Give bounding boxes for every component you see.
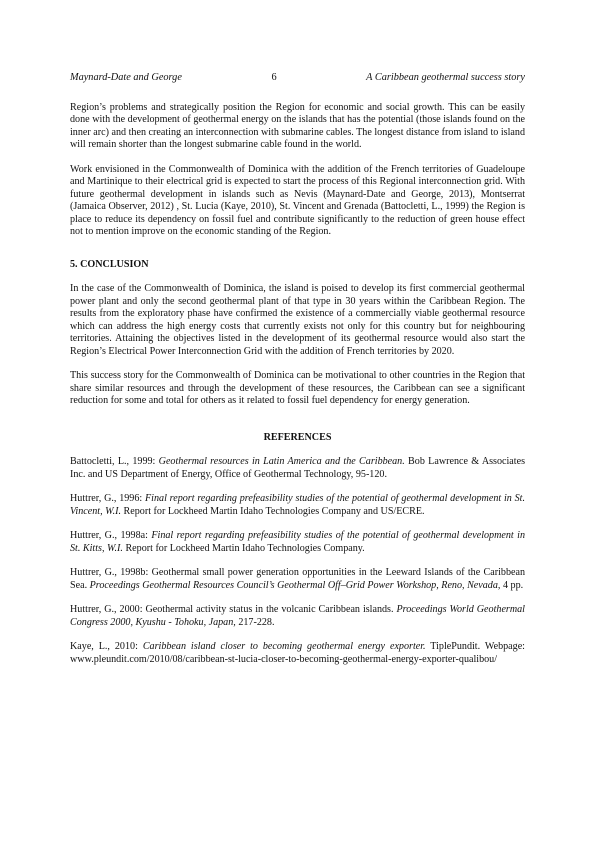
reference-source: TiplePundit. Webpage: www.pleundit.com/2010/08/caribbean-st-lucia-closer-to-becoming-geothermal-energy-exporter-qualibou/ [70, 641, 525, 665]
section-heading-conclusion: 5. CONCLUSION [70, 258, 149, 270]
page-number: 6 [271, 72, 277, 83]
running-header [70, 72, 525, 85]
reference-source: 217-228. [235, 616, 275, 628]
reference-source: Report for Lockheed Martin Idaho Technologies Company and US/ECRE. [121, 505, 425, 517]
reference-authors: Kaye, L., 2010: [70, 641, 143, 652]
reference-title: Final report regarding prefeasibility studies of the potential of geothermal development in St. Kitts, W.I. [70, 530, 525, 554]
references-heading: REFERENCES [263, 431, 332, 443]
header-title: A Caribbean geothermal success story [366, 72, 525, 83]
reference-authors: Huttrer, G., 1996: [70, 493, 145, 504]
conclusion-paragraph: In the case of the Commonwealth of Dominica, the island is poised to develop its first commercial geothermal power plant and only the second geothermal plant of that type in 30 years within the Caribbean Region. The results from the exploratory phase have confirmed the existence of a commercially viable geothermal resource which can address the high energy costs that currently exists not only for this country but for neighbouring territories. Attaining the objectives listed in the development of its geothermal resource would also start the Region’s Electrical Power Interconnection Grid with the addition of French territories by 2020. [70, 283, 525, 357]
header-authors: Maynard-Date and George [70, 72, 182, 83]
reference-title: Geothermal resources in Latin America and the Caribbean. [158, 456, 405, 467]
reference-item [70, 604, 525, 629]
reference-title: Proceedings Geothermal Resources Council’s Geothermal Off–Grid Power Workshop, Reno, Nevada, [89, 579, 501, 591]
reference-title: Proceedings World Geothermal Congress 2000, Kyushu - Tohoku, Japan, [70, 604, 525, 628]
reference-source: Bob Lawrence & Associates Inc. and US Department of Energy, Office of Geothermal Technology, 95-120. [70, 456, 525, 480]
reference-authors: Huttrer, G., 1998a: [70, 530, 152, 541]
reference-item [70, 493, 525, 518]
reference-item [70, 456, 525, 481]
reference-item [70, 641, 525, 666]
reference-title: Final report regarding prefeasibility studies of the potential of geothermal development in St. Vincent, W.I. [70, 493, 525, 517]
reference-source: 4 pp. [500, 579, 524, 591]
reference-source: Report for Lockheed Martin Idaho Technologies Company. [122, 542, 365, 554]
reference-authors: Huttrer, G., 2000: Geothermal activity status in the volcanic Caribbean islands. [70, 604, 397, 615]
reference-authors: Huttrer, G., 1998b: Geothermal small power generation opportunities in the Leeward Islands of the Caribbean Sea. [70, 567, 525, 591]
reference-item [70, 530, 525, 555]
conclusion-paragraph: This success story for the Commonwealth of Dominica can be motivational to other countries in the Region that share similar resources and through the development of these resources, the Caribbean can see a significant reduction for some and total for others as it related to fossil fuel dependency for energy generation. [70, 370, 525, 406]
reference-authors: Battocletti, L., 1999: [70, 456, 159, 467]
reference-item [70, 567, 525, 592]
reference-title: Caribbean island closer to becoming geothermal energy exporter. [142, 641, 426, 652]
body-paragraph: Region’s problems and strategically position the Region for economic and social growth. This can be easily done with the development of geothermal energy on the islands that has the potential (those islands found on the inner arc) and then creating an interconnection with submarine cables. The longest distance from island to island will remain shorter than the longest submarine cable found in the world. [70, 101, 525, 150]
body-paragraph: Work envisioned in the Commonwealth of Dominica with the addition of the French territories of Guadeloupe and Martinique to their electrical grid is expected to start the process of this Regional interconnection grid. With future geothermal development in islands such as Nevis (Maynard-Date and George, 2013), Montserrat (Jamaica Observer, 2012) , St. Lucia (Kaye, 2010), St. Vincent and Grenada (Battocletti, L., 1999) the Region is place to reduce its dependency on fossil fuel and contribute significantly to the reduction of green house effect not to mention improve on the economic standing of the Region. [70, 163, 525, 237]
